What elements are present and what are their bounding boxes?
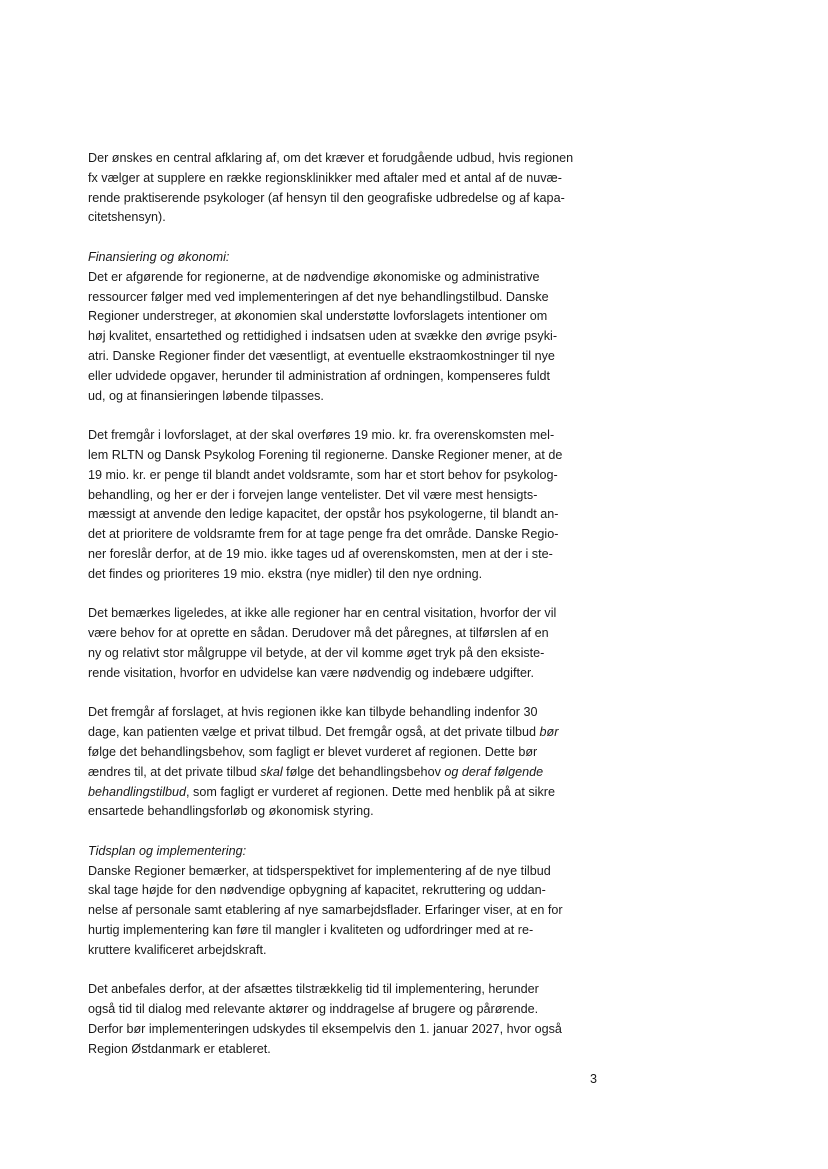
- paragraph-spacer: [88, 684, 608, 704]
- text-line: det findes og prioriteres 19 mio. ekstra (nye midler) til den nye ordning.: [88, 566, 483, 581]
- text-run: dage, kan patienten vælge et privat tilbud. Det fremgår også, at det private tilbud: [88, 725, 540, 740]
- text-line: skal tage højde for den nødvendige opbygning af kapacitet, rekruttering og uddan-: [88, 883, 546, 898]
- paragraph-19-million: [88, 426, 608, 584]
- text-line: rende visitation, hvorfor en udvidelse kan være nødvendig og indebære udgifter.: [88, 665, 534, 680]
- text-line: høj kvalitet, ensartethed og rettidighed i indsatsen uden at svække den øvrige psyki-: [88, 329, 558, 344]
- text-line: Det anbefales derfor, at der afsættes tilstrækkelig tid til implementering, herunder: [88, 982, 539, 997]
- paragraph-postpone: [88, 980, 608, 1059]
- text-line: Derfor bør implementeringen udskydes til eksempelvis den 1. januar 2027, hvor også: [88, 1022, 562, 1037]
- paragraph-spacer: [88, 585, 608, 605]
- text-line: Region Østdanmark er etableret.: [88, 1041, 271, 1056]
- text-line: Det fremgår i lovforslaget, at der skal overføres 19 mio. kr. fra overenskomsten mel-: [88, 428, 555, 443]
- emphasis-text: behandlingstilbud: [88, 784, 187, 799]
- text-line: ensartede behandlingsforløb og økonomisk styring.: [88, 804, 374, 819]
- text-line: citetshensyn).: [88, 210, 166, 225]
- text-line: det at prioritere de voldsramte frem for at tage penge fra det område. Danske Regio-: [88, 527, 559, 542]
- paragraph-spacer: [88, 822, 608, 842]
- text-line: rende praktiserende psykologer (af hensyn til den geografiske udbredelse og af kapa-: [88, 190, 565, 205]
- text-line: Det fremgår af forslaget, at hvis regionen ikke kan tilbyde behandling indenfor 30: [88, 705, 538, 720]
- page-number: 3: [590, 1072, 598, 1086]
- paragraph-visitation: [88, 604, 608, 683]
- text-line: [88, 783, 608, 803]
- section-finance: [88, 248, 608, 406]
- text-line: [88, 723, 608, 743]
- text-line: atri. Danske Regioner finder det væsentligt, at eventuelle ekstraomkostninger til nye: [88, 348, 555, 363]
- paragraph-spacer: [88, 228, 608, 248]
- text-line: Der ønskes en central afklaring af, om det kræver et forudgående udbud, hvis regionen: [88, 151, 574, 165]
- text-line: mæssigt at anvende den ledige kapacitet, der opstår hos psykologerne, til blandt an-: [88, 507, 559, 522]
- section-heading-timeline: Tidsplan og implementering:: [88, 843, 247, 858]
- text-line: Regioner understreger, at økonomien skal understøtte lovforslagets intentioner om: [88, 309, 548, 324]
- document-body: [88, 149, 608, 1060]
- paragraph-spacer: [88, 406, 608, 426]
- text-line: også tid til dialog med relevante aktører og inddragelse af brugere og pårørende.: [88, 1002, 539, 1017]
- text-line: [88, 763, 608, 783]
- section-timeline: [88, 842, 608, 961]
- text-line: ud, og at finansieringen løbende tilpasses.: [88, 388, 324, 403]
- text-line: følge det behandlingsbehov, som fagligt er blevet vurderet af regionen. Dette bør: [88, 744, 538, 759]
- text-line: ressourcer følger med ved implementeringen af det nye behandlingstilbud. Danske: [88, 289, 549, 304]
- text-run: ændres til, at det private tilbud: [88, 764, 261, 779]
- text-line: fx vælger at supplere en række regionsklinikker med aftaler med et antal af de nuvæ-: [88, 170, 562, 185]
- text-line: Danske Regioner bemærker, at tidsperspektivet for implementering af de nye tilbud: [88, 863, 551, 878]
- text-line: nelse af personale samt etablering af nye samarbejdsflader. Erfaringer viser, at en for: [88, 903, 563, 918]
- text-line: kruttere kvalificeret arbejdskraft.: [88, 942, 267, 957]
- text-line: ner foreslår derfor, at de 19 mio. ikke tages ud af overenskomsten, men at der i ste-: [88, 546, 553, 561]
- text-line: lem RLTN og Dansk Psykolog Forening til regionerne. Danske Regioner mener, at de: [88, 447, 563, 462]
- paragraph-spacer: [88, 961, 608, 981]
- emphasis-text: bør: [539, 725, 559, 740]
- paragraph-tender-clarification: [88, 149, 608, 228]
- text-run: , som fagligt er vurderet af regionen. Dette med henblik på at sikre: [186, 784, 555, 799]
- emphasis-text: skal: [260, 764, 283, 779]
- section-heading-finance: Finansiering og økonomi:: [88, 249, 230, 264]
- text-line: Det bemærkes ligeledes, at ikke alle regioner har en central visitation, hvorfor der vil: [88, 606, 557, 621]
- text-line: 19 mio. kr. er penge til blandt andet voldsramte, som har et stort behov for psykolog-: [88, 467, 558, 482]
- text-line: være behov for at oprette en sådan. Derudover må det påregnes, at tilførslen af en: [88, 626, 549, 641]
- text-line: eller udvidede opgaver, herunder til administration af ordningen, kompenseres fuldt: [88, 368, 551, 383]
- text-line: hurtig implementering kan føre til mangler i kvaliteten og udfordringer med at re-: [88, 923, 534, 938]
- paragraph-private-offer: [88, 703, 608, 822]
- text-run: følge det behandlingsbehov: [282, 764, 445, 779]
- text-line: ny og relativt stor målgruppe vil betyde, at der vil komme øget tryk på den eksiste-: [88, 645, 545, 660]
- emphasis-text: og deraf følgende: [444, 764, 544, 779]
- text-line: Det er afgørende for regionerne, at de nødvendige økonomiske og administrative: [88, 269, 540, 284]
- text-line: behandling, og her er der i forvejen lange ventelister. Det vil være mest hensigts-: [88, 487, 538, 502]
